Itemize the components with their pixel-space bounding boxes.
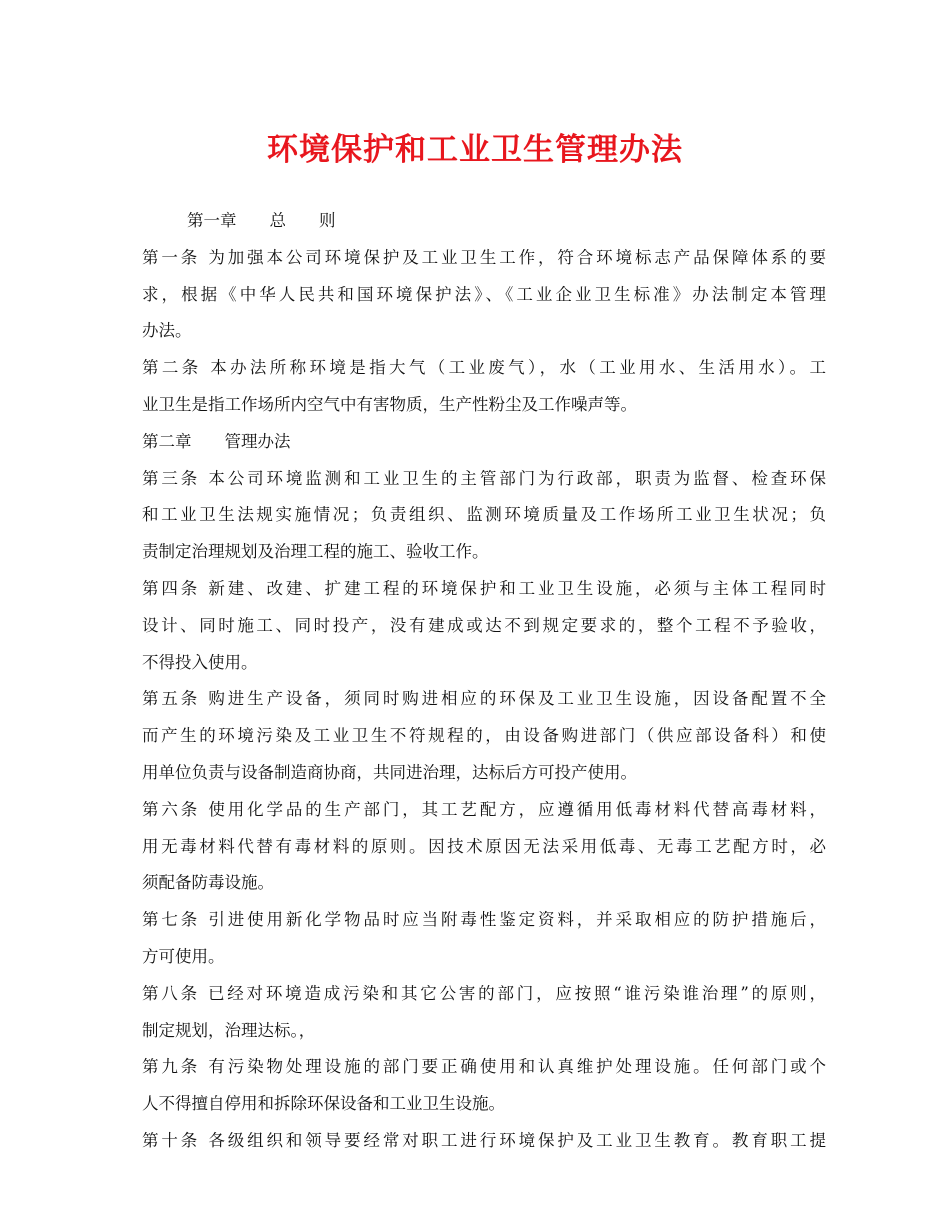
chapter-heading: 第一章 总 则 xyxy=(187,211,336,230)
article-line: 第十条 各级组织和领导要经常对职工进行环境保护及工业卫生教育。教育职工提 xyxy=(142,1130,826,1150)
document-body xyxy=(142,203,826,1160)
article-line: 制定规划，治理达标。， xyxy=(142,1020,316,1040)
article-line: 办法。 xyxy=(142,321,192,341)
article-line: 第九条 有污染物处理设施的部门要正确使用和认真维护处理设施。任何部门或个 xyxy=(142,1057,826,1077)
article-line: 第三条 本公司环境监测和工业卫生的主管部门为行政部，职责为监督、检查环保 xyxy=(142,468,826,488)
article-line: 业卫生是指工作场所内空气中有害物质，生产性粉尘及工作噪声等。 xyxy=(142,394,637,414)
article-line: 第一条 为加强本公司环境保护及工业卫生工作，符合环境标志产品保障体系的要 xyxy=(142,247,826,267)
article-line: 第五条 购进生产设备，须同时购进相应的环保及工业卫生设施，因设备配置不全 xyxy=(142,689,826,709)
article-line: 用无毒材料代替有毒材料的原则。因技术原因无法采用低毒、无毒工艺配方时，必 xyxy=(142,836,826,856)
article-line: 第二条 本办法所称环境是指大气（工业废气），水（工业用水、生活用水）。工 xyxy=(142,358,826,378)
article-line: 求，根据《中华人民共和国环境保护法》、《工业企业卫生标准》办法制定本管理 xyxy=(142,284,826,304)
article-line: 须配备防毒设施。 xyxy=(142,873,274,893)
article-line: 不得投入使用。 xyxy=(142,652,258,672)
chapter-heading: 第二章 管理办法 xyxy=(142,431,291,451)
article-line: 和工业卫生法规实施情况；负责组织、监测环境质量及工作场所工业卫生状况；负 xyxy=(142,505,826,525)
article-line: 第六条 使用化学品的生产部门，其工艺配方，应遵循用低毒材料代替高毒材料， xyxy=(142,799,826,819)
article-line: 设计、同时施工、同时投产，没有建成或达不到规定要求的，整个工程不予验收， xyxy=(142,615,826,635)
article-line: 责制定治理规划及治理工程的施工、验收工作。 xyxy=(142,542,489,562)
article-line: 方可使用。 xyxy=(142,946,225,966)
article-line: 而产生的环境污染及工业卫生不符规程的，由设备购进部门（供应部设备科）和使 xyxy=(142,726,826,746)
article-line: 用单位负责与设备制造商协商，共同进治理，达标后方可投产使用。 xyxy=(142,762,637,782)
article-line: 第七条 引进使用新化学物品时应当附毒性鉴定资料，并采取相应的防护措施后， xyxy=(142,910,826,930)
document-title: 环境保护和工业卫生管理办法 xyxy=(267,132,683,168)
article-line: 第四条 新建、改建、扩建工程的环境保护和工业卫生设施，必须与主体工程同时 xyxy=(142,578,826,598)
article-line: 人不得擅自停用和拆除环保设备和工业卫生设施。 xyxy=(142,1094,505,1114)
article-line: 第八条 已经对环境造成污染和其它公害的部门，应按照“谁污染谁治理”的原则， xyxy=(142,983,826,1003)
